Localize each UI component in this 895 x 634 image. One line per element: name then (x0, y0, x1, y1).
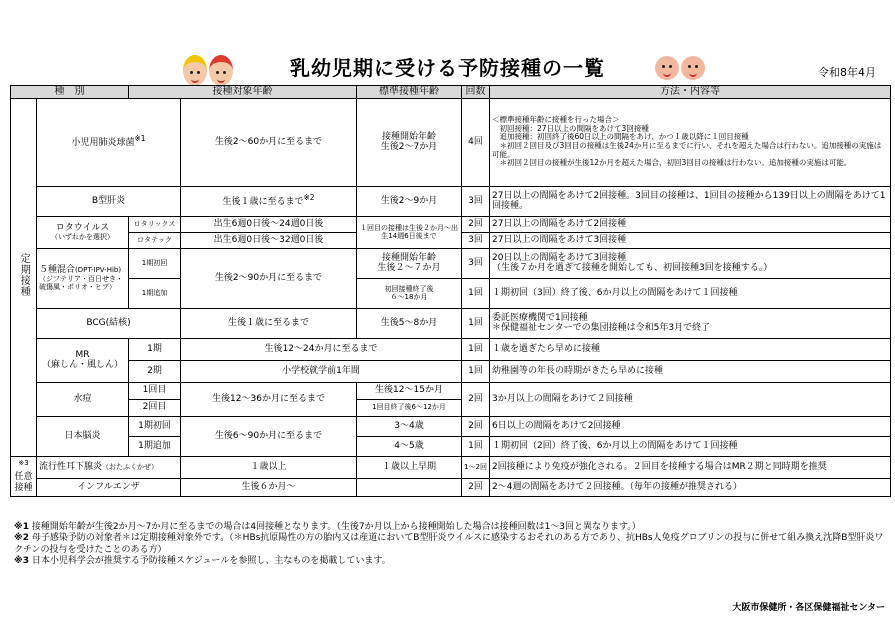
vaccine-name: 水痘 (37, 382, 129, 416)
dose-count: 3回 (462, 248, 490, 278)
dose-count: 1回 (462, 436, 490, 456)
page-title: 乳幼児期に受ける予防接種の一覧 (290, 56, 605, 80)
standard-age: 接種開始年齢 生後2～7か月 (357, 98, 462, 186)
table-row (11, 186, 891, 216)
target-age: 小学校就学前1年間 (181, 360, 462, 382)
table-row (11, 98, 891, 186)
table-row (11, 308, 891, 338)
vaccine-name: 小児用肺炎球菌$^{※1}$ (37, 98, 181, 186)
rota-type-name: ロタテック (129, 232, 181, 248)
method: 2～4週の間隔をあけて２回接種。（毎年の接種が推奨される） (490, 478, 891, 496)
target-age: 出生6週0日後～24週0日後 (181, 216, 357, 232)
vaccine-name: ロタウイルス （いずれかを選択） (37, 216, 129, 248)
dose-count: 2回 (462, 382, 490, 416)
dose-count: 1回 (462, 308, 490, 338)
target-age: 生後2～90か月に至るまで (181, 248, 357, 308)
babies-illustration (655, 56, 705, 80)
method: 6日以上の間隔をあけて2回接種 (490, 416, 891, 436)
vaccination-table (10, 85, 891, 497)
method: 27日以上の間隔をあけて2回接種 (490, 216, 891, 232)
table-header-row (11, 86, 891, 99)
method: 20日以上の間隔をあけて3回接種 （生後７か月を過ぎて接種を開始しても、初回接種3回を接種する。） (490, 248, 891, 278)
phase-name: 1期 (129, 338, 181, 360)
table-row (11, 382, 891, 399)
target-age: 出生6週0日後～32週0日後 (181, 232, 357, 248)
vaccine-name: ５種混合(DPT-IPV-Hib) （ジフテリア・百日せき・破傷風・ポリオ・ヒブ） (37, 248, 129, 308)
rota-type-name: ロタリックス (129, 216, 181, 232)
table-row (11, 360, 891, 382)
dose-count: 1回 (462, 360, 490, 382)
dose-count: 2回 (462, 416, 490, 436)
table-row (11, 436, 891, 456)
vaccine-name: 日本脳炎 (37, 416, 129, 456)
phase-name: 1期追加 (129, 278, 181, 308)
table-row (11, 456, 891, 478)
method: 27日以上の間隔をあけて3回接種 (490, 232, 891, 248)
dose-count: 2回 (462, 478, 490, 496)
issue-date: 令和8年4月 (818, 66, 876, 79)
footnotes (14, 522, 884, 567)
method: １期初回（3回）終了後、6か月以上の間隔をあけて１回接種 (490, 278, 891, 308)
col-header-type: 種 別 (11, 86, 129, 99)
standard-age (357, 478, 462, 496)
standard-age: 生後2～9か月 (357, 186, 462, 216)
phase-name: 1回目 (129, 382, 181, 399)
vaccine-name: MR （麻しん・風しん） (37, 338, 129, 382)
method: １期初回（2回）終了後、6か月以上の間隔をあけて１回接種 (490, 436, 891, 456)
standard-age: 初回接種終了後 ６～18か月 (357, 278, 462, 308)
vaccine-name: B型肝炎 (37, 186, 181, 216)
standard-age: 1回目終了後6～12か月 (357, 399, 462, 416)
issuing-office: 大阪市保健所・各区保健福祉センター (732, 603, 885, 613)
table-row (11, 416, 891, 436)
footnote: ※2 母子感染予防の対象者＊は定期接種対象外です。（＊HBs抗原陽性の方の胎内又は産道においてB型肝炎ウイルスに感染するおそれのある方であり、抗HBs人免疫グロブリンの投与に併せて組み換え沈降B型肝炎ワクチンの投与を受けたことのある方） (14, 533, 884, 555)
method: 委託医療機関で1回接種 ＊保健福祉センターでの集団接種は令和5年3月で終了 (490, 308, 891, 338)
footnote: ※3 日本小児科学会が推奨する予防接種スケジュールを参照し、主なものを掲載しています。 (14, 555, 391, 566)
table-row (11, 338, 891, 360)
method: 2回接種により免疫が強化される。２回目を接種する場合はMR２期と同時期を推奨 (490, 456, 891, 478)
phase-name: 1期初回 (129, 416, 181, 436)
method: １歳を過ぎたら早めに接種 (490, 338, 891, 360)
col-header-target: 接種対象年齢 (129, 86, 357, 99)
col-header-count: 回数 (462, 86, 490, 99)
phase-name: 1期追加 (129, 436, 181, 456)
col-header-method: 方法・内容等 (490, 86, 891, 99)
vaccine-name: 流行性耳下腺炎（おたふくかぜ） (37, 456, 181, 478)
target-age: 生後１歳に至るまで$^{※2}$ (181, 186, 357, 216)
phase-name: 1期初回 (129, 248, 181, 278)
dose-count: 3回 (462, 232, 490, 248)
target-age: 生後12～24か月に至るまで (181, 338, 462, 360)
method: 3か月以上の間隔をあけて２回接種 (490, 382, 891, 416)
dose-count: 1回 (462, 338, 490, 360)
baby-face-icon (655, 56, 679, 80)
target-age: 生後12～36か月に至るまで (181, 382, 357, 416)
footnote: ※1 接種開始年齢が生後2か月～7か月に至るまでの場合は4回接種となります。（生後7か月以上から接種開始した場合は接種回数は1～3回と異なります。） (14, 522, 641, 532)
target-age: １歳以上 (181, 456, 357, 478)
standard-age: 4～5歳 (357, 436, 462, 456)
phase-name: 2回目 (129, 399, 181, 416)
phase-name: 2期 (129, 360, 181, 382)
standard-age: 接種開始年齢 生後２～７か月 (357, 248, 462, 278)
standard-age: 3～4歳 (357, 416, 462, 436)
method: ＜標準接種年齢に接種を行った場合＞ 初回接種：27日以上の間隔をあけて3回接種 追加接種：初回終了後60日以上の間隔をあけ、かつ１歳以降に１回目接種 ＊初回２回目及び3回目の接種は生後24か月に至るまでに行い、それを超えた場合は行わない。追加接種の実施は可能。 ＊初回２回目の接種が生後12か月を超えた場合、初回3回目の接種は行わない。追加接種の実施は可能。 (490, 98, 891, 186)
target-age: 生後6～90か月に至るまで (181, 416, 357, 456)
standard-age: 生後12～15か月 (357, 382, 462, 399)
target-age: 生後６か月～ (181, 478, 357, 496)
table-row (11, 478, 891, 496)
group-routine: 定期接種 (11, 98, 37, 456)
target-age: 生後2～60か月に至るまで (181, 98, 357, 186)
vaccine-name: インフルエンザ (37, 478, 181, 496)
method: 幼稚園等の年長の時期がきたら早めに接種 (490, 360, 891, 382)
method: 27日以上の間隔をあけて2回接種。3回目の接種は、1回目の接種から139日以上の間隔をあけて1回接種。 (490, 186, 891, 216)
target-age: 生後１歳に至るまで (181, 308, 357, 338)
dose-count: 4回 (462, 98, 490, 186)
col-header-std: 標準接種年齢 (357, 86, 462, 99)
standard-age: １歳以上早期 (357, 456, 462, 478)
dose-count: 1～2回 (462, 456, 490, 478)
table-row (11, 248, 891, 278)
standard-age: １回目の接種は生後２か月～出生14週6日後まで (357, 216, 462, 248)
dose-count: 2回 (462, 216, 490, 232)
standard-age: 生後5～8か月 (357, 308, 462, 338)
table-row (11, 278, 891, 308)
vaccine-name: BCG(結核) (37, 308, 181, 338)
dose-count: 3回 (462, 186, 490, 216)
dose-count: 1回 (462, 278, 490, 308)
group-optional: $^{※3}$ 任意接種 (11, 456, 37, 496)
table-row (11, 216, 891, 232)
baby-face-icon (681, 56, 705, 80)
